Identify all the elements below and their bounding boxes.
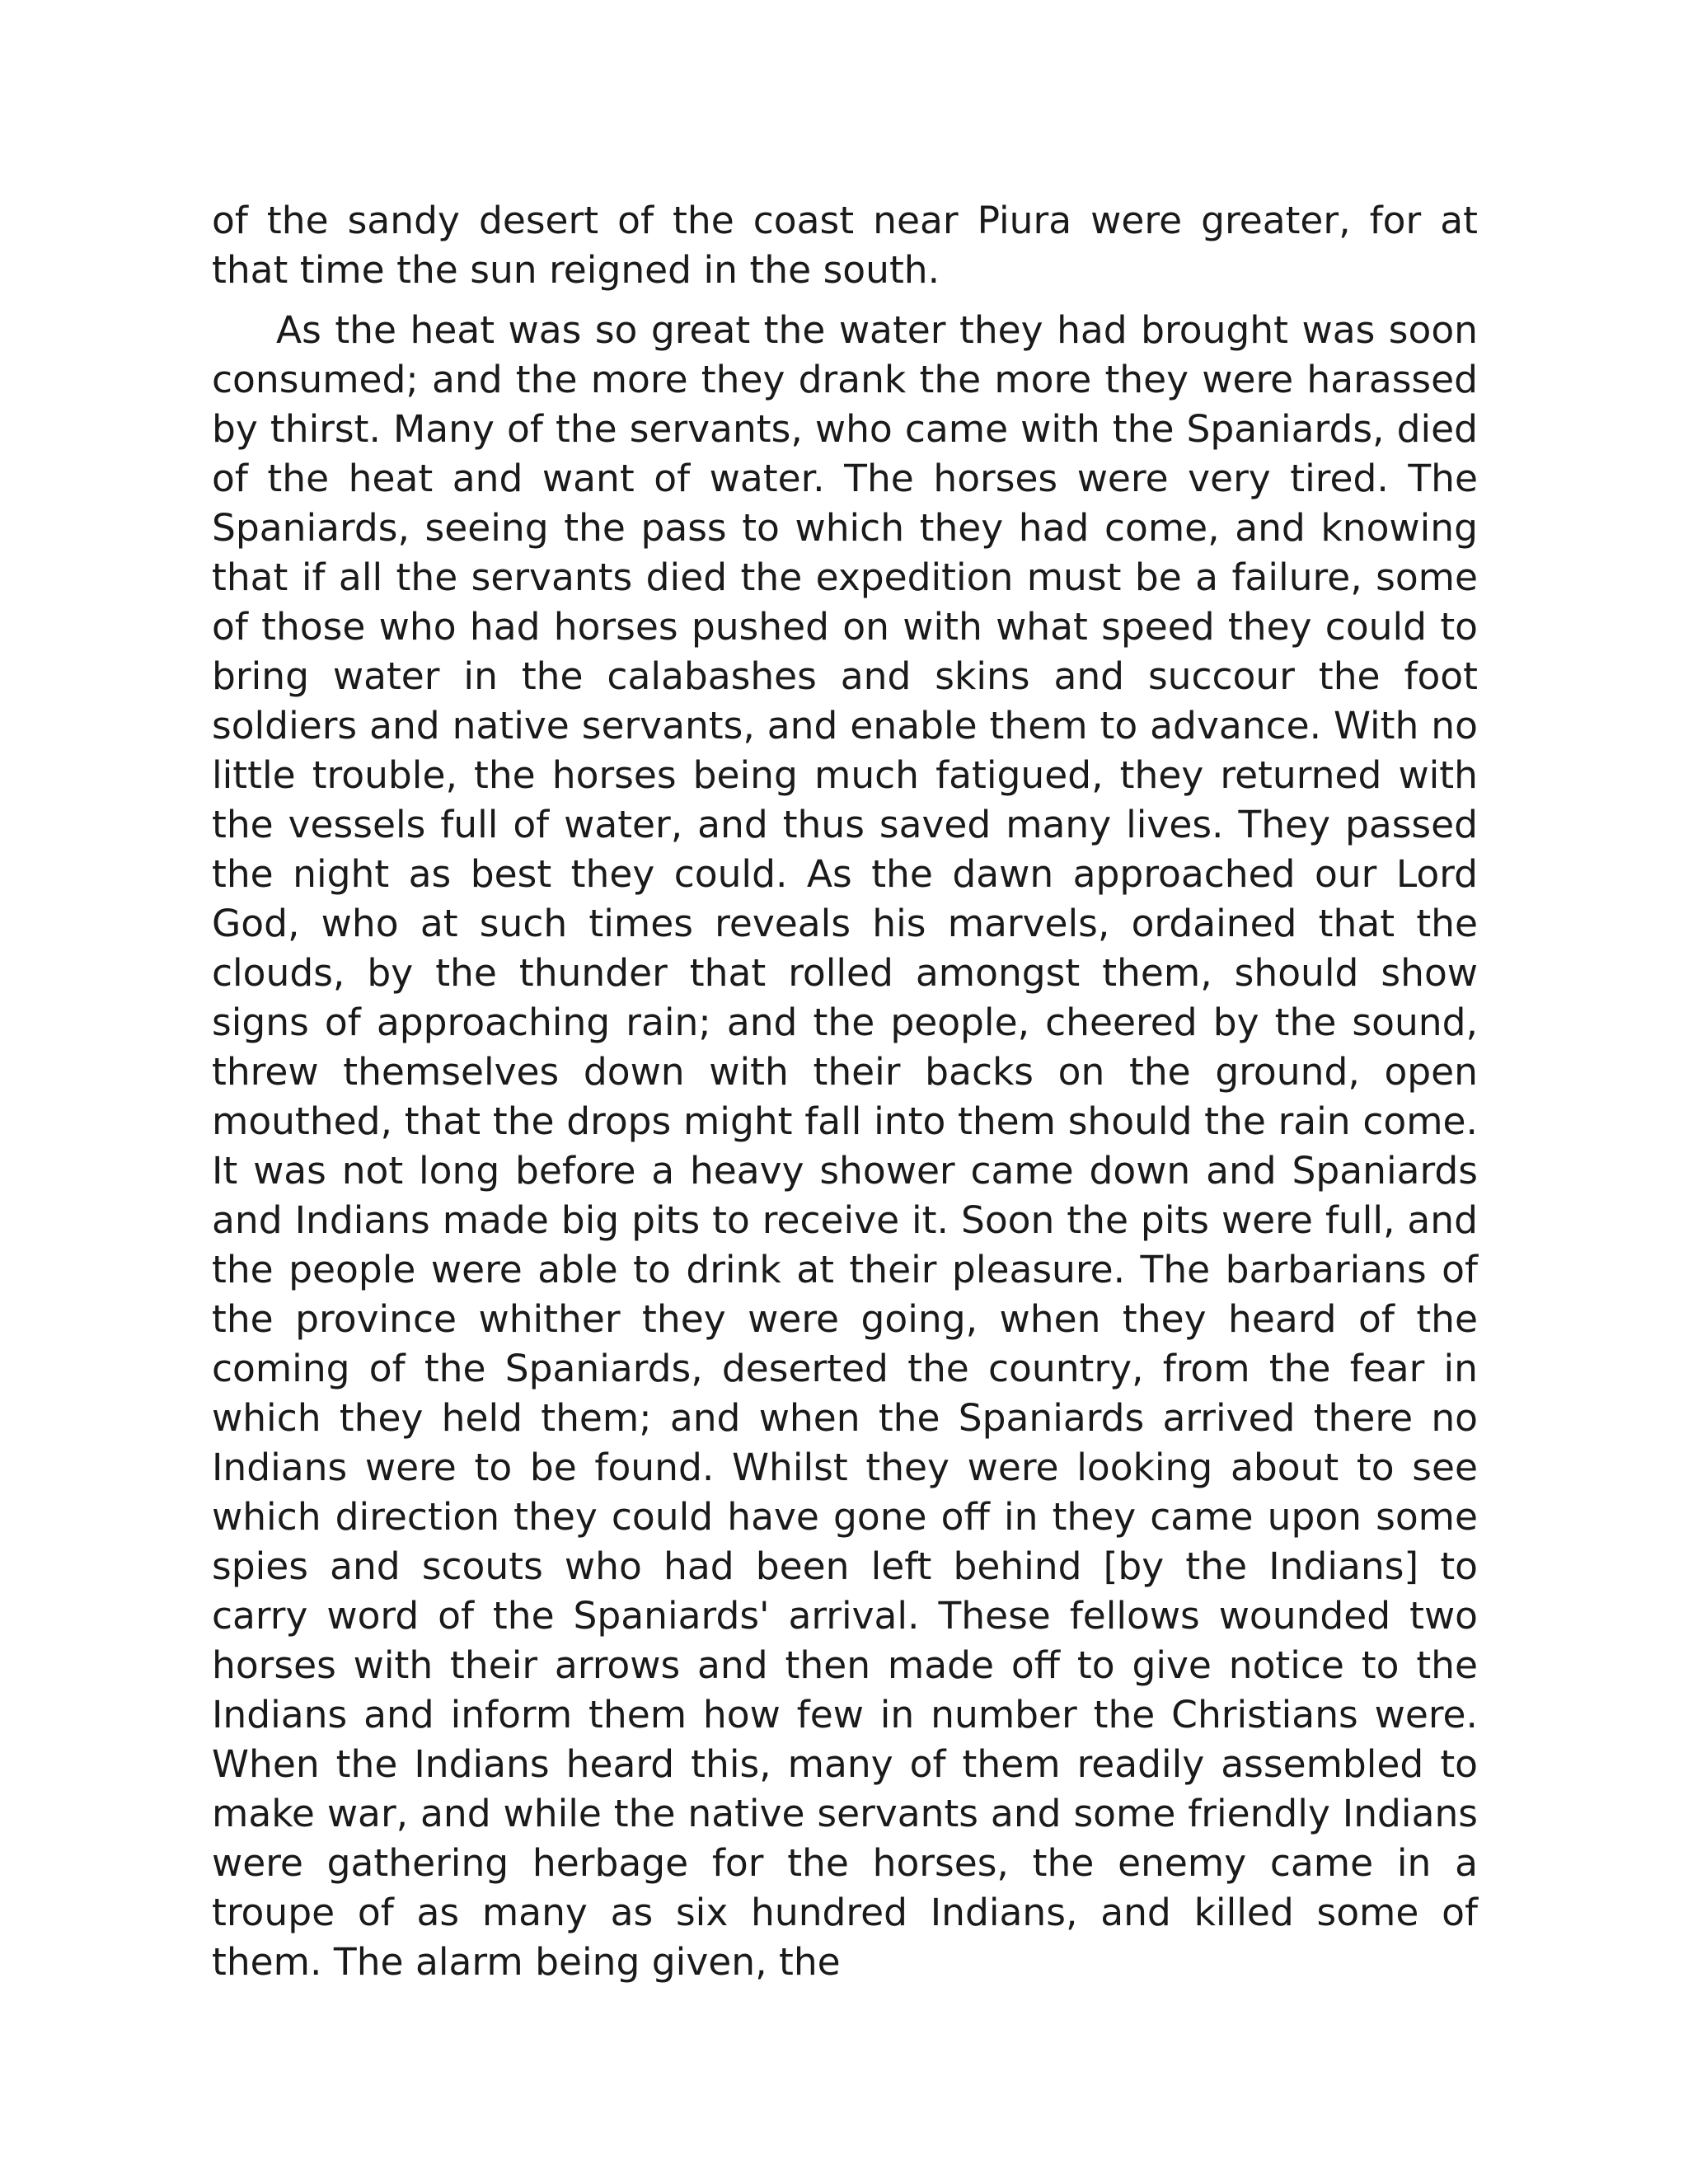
paragraph-continued: of the sandy desert of the coast near Piura were greater, for at that time the sun reigned in the south. — [212, 199, 1478, 292]
page-body-text — [212, 196, 1478, 1987]
paragraph: As the heat was so great the water they had brought was soon consumed; and the more they drank the more they were harassed by thirst. Many of the servants, who came with the Spaniards, died of the heat and want of water. The horses were very tired. The Spaniards, seeing the pass to which they had come, and knowing that if all the servants died the expedition must be a failure, some of those who had horses pushed on with what speed they could to bring water in the calabashes and skins and succour the foot soldiers and native servants, and enable them to advance. With no little trouble, the horses being much fatigued, they returned with the vessels full of water, and thus saved many lives. They passed the night as best they could. As the dawn approached our Lord God, who at such times reveals his marvels, ordained that the clouds, by the thunder that rolled amongst them, should show signs of approaching rain; and the people, cheered by the sound, threw themselves down with their backs on the ground, open mouthed, that the drops might fall into them should the rain come. It was not long before a heavy shower came down and Spaniards and Indians made big pits to receive it. Soon the pits were full, and the people were able to drink at their pleasure. The barbarians of the province whither they were going, when they heard of the coming of the Spaniards, deserted the country, from the fear in which they held them; and when the Spaniards arrived there no Indians were to be found. Whilst they were looking about to see which direction they could have gone off in they came upon some spies and scouts who had been left behind [by the Indians] to carry word of the Spaniards' arrival. These fellows wounded two horses with their arrows and then made off to give notice to the Indians and inform them how few in number the Christians were. When the Indians heard this, many of them readily assembled to make war, and while the native servants and some friendly Indians were gathering herbage for the horses, the enemy came in a troupe of as many as six hundred Indians, and killed some of them. The alarm being given, the — [212, 308, 1478, 1984]
